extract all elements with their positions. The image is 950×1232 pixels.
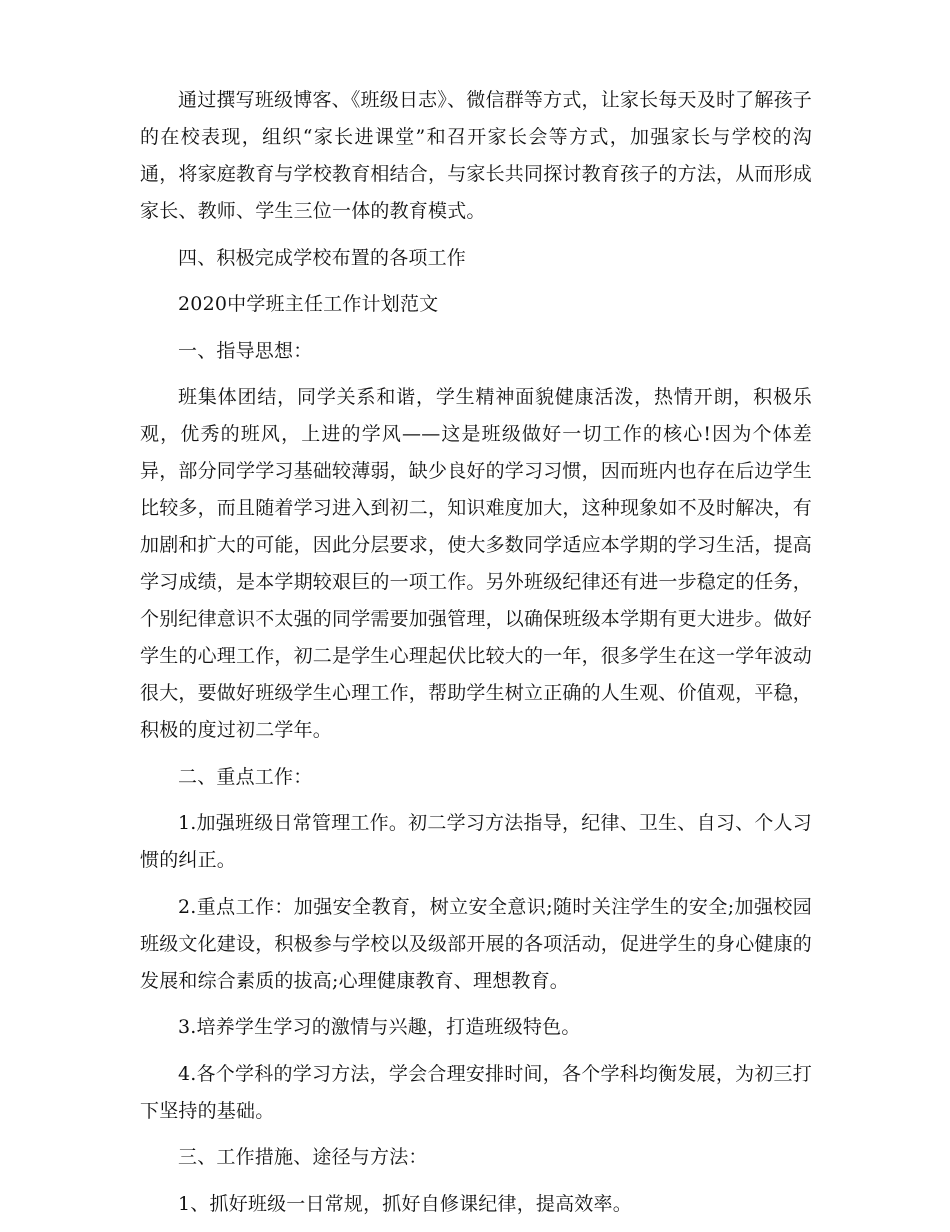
paragraph-home-school-communication: 通过撰写班级博客、《班级日志》、微信群等方式，让家长每天及时了解孩子的在校表现，组织“家长进课堂”和召开家长会等方式，加强家长与学校的沟通，将家庭教育与学校教育相结合，与家长共同探讨教育孩子的方法，从而形成家长、教师、学生三位一体的教育模式。 (140, 89, 813, 222)
heading-guiding-ideas: 一、指导思想： (178, 339, 313, 362)
list-item-measures-1: 1、抓好班级一日常规，抓好自修课纪律，提高效率。 (178, 1192, 632, 1215)
list-item-key-work-2: 2.重点工作：加强安全教育，树立安全意识;随时关注学生的安全;加强校园班级文化建设，积极参与学校以及级部开展的各项活动，促进学生的身心健康的发展和综合素质的拔高;心理健康教育、理想教育。 (140, 895, 813, 992)
list-item-key-work-1: 1.加强班级日常管理工作。初二学习方法指导，纪律、卫生、自习、个人习惯的纠正。 (140, 812, 812, 871)
heading-measures: 三、工作措施、途径与方法： (178, 1146, 428, 1168)
paragraph-guiding-ideas: 班集体团结，同学关系和谐，学生精神面貌健康活泼，热情开朗，积极乐观，优秀的班风，上进的学风——这是班级做好一切工作的核心!因为个体差异，部分同学学习基础较薄弱，缺少良好的学习习惯，因而班内也存在后边学生比较多，而且随着学习进入到初二，知识难度加大，这种现象如不及时解决，有加剧和扩大的可能，因此分层要求，使大多数同学适应本学期的学习生活，提高学习成绩，是本学期较艰巨的一项工作。另外班级纪律还有进一步稳定的任务，个别纪律意识不太强的同学需要加强管理，以确保班级本学期有更大进步。做好学生的心理工作，初二是学生心理起伏比较大的一年，很多学生在这一学年波动很大，要做好班级学生心理工作，帮助学生树立正确的人生观、价值观，平稳，积极的度过初二学年。 (140, 386, 813, 741)
document-title: 2020中学班主任工作计划范文 (178, 293, 439, 315)
list-item-key-work-4: 4.各个学科的学习方法，学会合理安排时间，各个学科均衡发展，为初三打下坚持的基础。 (140, 1062, 812, 1122)
list-item-key-work-3: 3.培养学生学习的激情与兴趣，打造班级特色。 (178, 1016, 581, 1038)
heading-section-four: 四、积极完成学校布置的各项工作 (178, 246, 467, 269)
document-body (140, 82, 812, 1232)
heading-key-work: 二、重点工作： (178, 765, 313, 788)
